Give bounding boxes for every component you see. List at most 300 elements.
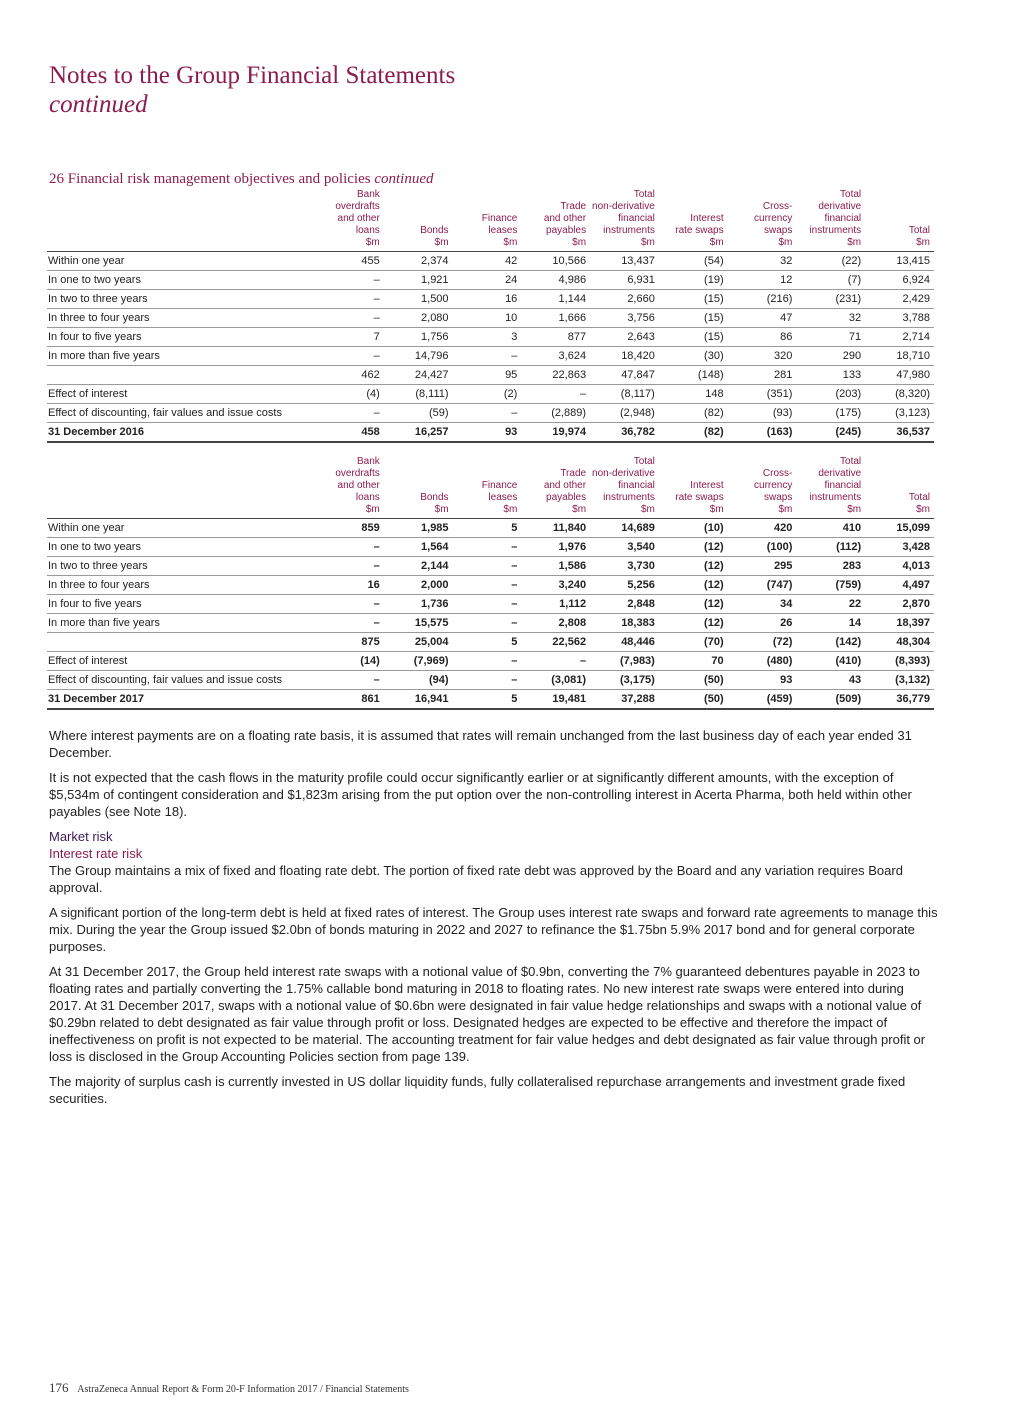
table-cell: 1,736 (384, 595, 453, 614)
table-cell: 3,624 (521, 347, 590, 366)
row-label: In four to five years (47, 595, 315, 614)
column-header-line: instruments (809, 225, 862, 236)
table-cell: 2,714 (865, 328, 934, 347)
table-cell: 18,383 (590, 614, 659, 633)
table-cell: 10,566 (521, 252, 590, 271)
table-cell: (12) (659, 595, 728, 614)
row-label: In more than five years (47, 347, 315, 366)
column-header-line: Bonds (420, 492, 449, 503)
table-cell: 16,941 (384, 690, 453, 710)
table-cell: 36,782 (590, 423, 659, 443)
row-label: In three to four years (47, 576, 315, 595)
table-cell: 10 (453, 309, 522, 328)
table-cell: 320 (728, 347, 797, 366)
table-cell: 42 (453, 252, 522, 271)
table-cell: 290 (796, 347, 865, 366)
table-cell: 48,446 (590, 633, 659, 652)
footer-text: AstraZeneca Annual Report & Form 20-F Information 2017 / Financial Statements (77, 1384, 409, 1395)
column-header-line: $m (778, 237, 793, 248)
column-header-line: loans (355, 492, 380, 503)
table-cell: (50) (659, 671, 728, 690)
table-row (47, 633, 934, 652)
table-row (47, 538, 934, 557)
column-header (590, 189, 659, 252)
table-cell: 4,497 (865, 576, 934, 595)
table-cell: (15) (659, 328, 728, 347)
table-cell: 1,144 (521, 290, 590, 309)
table-cell: 36,779 (865, 690, 934, 710)
column-header-line: and other (337, 480, 380, 491)
column-header-line: Total (840, 456, 862, 467)
table-cell: (3,175) (590, 671, 659, 690)
table-cell: 14,796 (384, 347, 453, 366)
table-cell: – (315, 404, 384, 423)
row-label: Effect of discounting, fair values and issue costs (47, 404, 315, 423)
table-cell: 458 (315, 423, 384, 443)
column-header (384, 456, 453, 519)
table-cell: (203) (796, 385, 865, 404)
column-header-line: Total (908, 225, 930, 236)
column-header-line: leases (488, 492, 518, 503)
column-header (453, 189, 522, 252)
column-header-line: $m (503, 237, 518, 248)
paragraph-surplus-cash: The majority of surplus cash is currently invested in US dollar liquidity funds, fully collateralised repurchase arrangements and investment grade fixed securities. (49, 1074, 906, 1106)
table-cell: 3,788 (865, 309, 934, 328)
table-cell: 3,428 (865, 538, 934, 557)
table-cell: (8,320) (865, 385, 934, 404)
table-cell: 7 (315, 328, 384, 347)
column-header-line: $m (434, 504, 449, 515)
table-row (47, 652, 934, 671)
page-number: 176 (49, 1380, 69, 1395)
table-cell: 26 (728, 614, 797, 633)
table-cell: 420 (728, 519, 797, 538)
table-cell: 47 (728, 309, 797, 328)
table-cell: – (315, 309, 384, 328)
page-title: Notes to the Group Financial Statements (49, 62, 456, 89)
table-row (47, 328, 934, 347)
table-row (47, 557, 934, 576)
table-cell: (72) (728, 633, 797, 652)
table-cell: 19,481 (521, 690, 590, 710)
table-cell: (8,117) (590, 385, 659, 404)
table-cell: (148) (659, 366, 728, 385)
column-header-line: Interest (690, 213, 724, 224)
column-header-line: Finance (481, 480, 518, 491)
table-cell: – (453, 404, 522, 423)
table-cell: 32 (796, 309, 865, 328)
table-cell: (82) (659, 404, 728, 423)
column-header (865, 189, 934, 252)
table-cell: (8,393) (865, 652, 934, 671)
row-label: Effect of interest (47, 385, 315, 404)
table-cell: (19) (659, 271, 728, 290)
table-row (47, 690, 934, 710)
table-cell: 1,112 (521, 595, 590, 614)
table-cell: 13,437 (590, 252, 659, 271)
table-cell: (480) (728, 652, 797, 671)
table-cell: (8,111) (384, 385, 453, 404)
table-cell: (14) (315, 652, 384, 671)
maturity-table-2017 (47, 456, 934, 710)
column-header-line: currency (754, 480, 793, 491)
table-cell: 859 (315, 519, 384, 538)
column-header-line: non-derivative (592, 201, 655, 212)
table-cell: 410 (796, 519, 865, 538)
column-header-line: financial (618, 213, 655, 224)
heading-market-risk: Market risk (49, 829, 113, 844)
table-cell: 875 (315, 633, 384, 652)
table-cell: 1,756 (384, 328, 453, 347)
table-cell: (4) (315, 385, 384, 404)
table-cell: 5 (453, 633, 522, 652)
table-row (47, 423, 934, 443)
row-label: Effect of interest (47, 652, 315, 671)
table-cell: 455 (315, 252, 384, 271)
column-header-line: derivative (818, 201, 862, 212)
column-header-line: $m (640, 237, 655, 248)
table-cell: 25,004 (384, 633, 453, 652)
header-blank (47, 189, 315, 252)
table-cell: (7,983) (590, 652, 659, 671)
table-cell: 95 (453, 366, 522, 385)
table-cell: 15,099 (865, 519, 934, 538)
table-row (47, 252, 934, 271)
table-cell: 32 (728, 252, 797, 271)
paragraph-cash-flows: It is not expected that the cash flows in the maturity profile could occur significantly earlier or at significantly different amounts, with the exception of $5,534m of contingent consideration and $1,823m arising from the put option over the non-controlling interest in Acerta Pharma, both held within other payables (see Note 18). (49, 770, 912, 819)
column-header-line: swaps (764, 225, 793, 236)
table-cell: 6,924 (865, 271, 934, 290)
table-cell: 16 (453, 290, 522, 309)
table-cell: 148 (659, 385, 728, 404)
column-header-line: $m (709, 504, 724, 515)
row-label (47, 633, 315, 652)
table-cell: (112) (796, 538, 865, 557)
page-footer (49, 1380, 409, 1396)
row-label (47, 366, 315, 385)
page-subtitle: continued (49, 91, 148, 118)
table-row (47, 595, 934, 614)
column-header-line: loans (355, 225, 380, 236)
row-label: 31 December 2016 (47, 423, 315, 443)
table-cell: 3,240 (521, 576, 590, 595)
column-header-line: currency (754, 213, 793, 224)
column-header (315, 189, 384, 252)
table-cell: 2,429 (865, 290, 934, 309)
table-cell: 2,374 (384, 252, 453, 271)
table-cell: (7,969) (384, 652, 453, 671)
column-header (315, 456, 384, 519)
header-blank (47, 456, 315, 519)
column-header-line: payables (546, 225, 587, 236)
row-label: In two to three years (47, 557, 315, 576)
table-cell: 1,500 (384, 290, 453, 309)
column-header-line: Cross- (762, 468, 793, 479)
table-cell: 16 (315, 576, 384, 595)
column-header (521, 456, 590, 519)
column-header-line: and other (337, 213, 380, 224)
table-cell: – (315, 290, 384, 309)
table-cell: (54) (659, 252, 728, 271)
table-cell: (3,123) (865, 404, 934, 423)
column-header (796, 456, 865, 519)
table-cell: (459) (728, 690, 797, 710)
column-header-line: and other (543, 213, 587, 224)
column-header-line: $m (434, 237, 449, 248)
column-header-line: $m (709, 237, 724, 248)
table-row (47, 271, 934, 290)
table-cell: 1,564 (384, 538, 453, 557)
column-header-line: Bank (356, 189, 380, 200)
table-cell: (12) (659, 557, 728, 576)
table-cell: (12) (659, 576, 728, 595)
column-header (453, 456, 522, 519)
table-cell: (245) (796, 423, 865, 443)
table-cell: 22,562 (521, 633, 590, 652)
table-cell: 93 (453, 423, 522, 443)
column-header-line: payables (546, 492, 587, 503)
column-header-line: Total (633, 189, 655, 200)
table-cell: 1,586 (521, 557, 590, 576)
table-cell: (15) (659, 309, 728, 328)
row-label: In three to four years (47, 309, 315, 328)
paragraph-floating-rate: Where interest payments are on a floating rate basis, it is assumed that rates will remain unchanged from the last business day of each year ended 31 December. (49, 728, 912, 760)
row-label: 31 December 2017 (47, 690, 315, 710)
table-cell: 2,000 (384, 576, 453, 595)
column-header-line: $m (365, 237, 380, 248)
column-header-line: financial (824, 213, 862, 224)
table-cell: (759) (796, 576, 865, 595)
table-row (47, 347, 934, 366)
table-cell: 5 (453, 519, 522, 538)
column-header-line: Trade (560, 468, 587, 479)
table-cell: 13,415 (865, 252, 934, 271)
table-cell: 18,397 (865, 614, 934, 633)
column-header-line: $m (916, 237, 930, 248)
column-header-line: $m (916, 504, 930, 515)
section-heading-suffix: continued (374, 171, 434, 187)
table-cell: 86 (728, 328, 797, 347)
column-header (728, 456, 797, 519)
table-cell: 1,985 (384, 519, 453, 538)
table-cell: – (453, 347, 522, 366)
table-cell: 71 (796, 328, 865, 347)
table-cell: (30) (659, 347, 728, 366)
column-header-line: Bonds (420, 225, 449, 236)
row-label: In four to five years (47, 328, 315, 347)
table-cell: (70) (659, 633, 728, 652)
table-cell: 877 (521, 328, 590, 347)
table-cell: (93) (728, 404, 797, 423)
column-header-line: $m (365, 504, 380, 515)
table-cell: 11,840 (521, 519, 590, 538)
column-header-line: and other (543, 480, 587, 491)
table-cell: – (315, 614, 384, 633)
table-row (47, 309, 934, 328)
column-header (590, 456, 659, 519)
table-cell: (231) (796, 290, 865, 309)
body-text (49, 727, 939, 1115)
column-header-line: Interest (690, 480, 724, 491)
table-cell: 2,643 (590, 328, 659, 347)
paragraph-debt-mix: The Group maintains a mix of fixed and floating rate debt. The portion of fixed rate debt was approved by the Board and any variation requires Board approval. (49, 863, 903, 895)
table-cell: 2,660 (590, 290, 659, 309)
table-cell: – (315, 671, 384, 690)
column-header-line: swaps (764, 492, 793, 503)
table-cell: (2,889) (521, 404, 590, 423)
column-header (728, 189, 797, 252)
row-label: In more than five years (47, 614, 315, 633)
table-row (47, 366, 934, 385)
table-cell: (94) (384, 671, 453, 690)
table-cell: (7) (796, 271, 865, 290)
column-header (521, 189, 590, 252)
table-cell: (100) (728, 538, 797, 557)
table-cell: 5 (453, 690, 522, 710)
column-header-line: rate swaps (675, 225, 724, 236)
table-cell: – (453, 614, 522, 633)
table-cell: (3,132) (865, 671, 934, 690)
column-header-line: $m (847, 237, 862, 248)
table-cell: (747) (728, 576, 797, 595)
table-cell: 281 (728, 366, 797, 385)
table-cell: 2,870 (865, 595, 934, 614)
column-header-line: $m (572, 504, 587, 515)
column-header (796, 189, 865, 252)
table-cell: 5,256 (590, 576, 659, 595)
table-cell: 133 (796, 366, 865, 385)
table-cell: (82) (659, 423, 728, 443)
table-cell: 36,537 (865, 423, 934, 443)
table-cell: 1,976 (521, 538, 590, 557)
table-cell: (2) (453, 385, 522, 404)
table-cell: (175) (796, 404, 865, 423)
table-cell: 3 (453, 328, 522, 347)
table-cell: 14 (796, 614, 865, 633)
row-label: In two to three years (47, 290, 315, 309)
table-cell: 22,863 (521, 366, 590, 385)
column-header-line: Total (633, 456, 655, 467)
section-heading-text: 26 Financial risk management objectives and policies (49, 171, 371, 187)
table-cell: – (521, 652, 590, 671)
column-header-line: overdrafts (335, 201, 380, 212)
table-cell: (12) (659, 538, 728, 557)
heading-interest-rate-risk: Interest rate risk (49, 846, 143, 861)
table-cell: 462 (315, 366, 384, 385)
table-cell: 93 (728, 671, 797, 690)
table-cell: (22) (796, 252, 865, 271)
table-cell: – (315, 347, 384, 366)
table-cell: 47,847 (590, 366, 659, 385)
table-cell: 15,575 (384, 614, 453, 633)
table-cell: 2,848 (590, 595, 659, 614)
column-header-line: $m (572, 237, 587, 248)
section-heading (49, 171, 433, 188)
column-header-line: overdrafts (335, 468, 380, 479)
row-label: In one to two years (47, 271, 315, 290)
table-cell: (10) (659, 519, 728, 538)
table-cell: 3,756 (590, 309, 659, 328)
paragraph-long-term-debt: A significant portion of the long-term debt is held at fixed rates of interest. The Group uses interest rate swaps and forward rate agreements to manage this mix. During the year the Group issued $2.0bn of bonds maturing in 2022 and 2027 to refinance the $1.75bn 5.9% 2017 bond and for general corporate purposes. (49, 905, 938, 954)
column-header-line: financial (618, 480, 655, 491)
table-cell: 2,144 (384, 557, 453, 576)
table-row (47, 576, 934, 595)
table-cell: (2,948) (590, 404, 659, 423)
column-header-line: financial (824, 480, 862, 491)
column-header-line: derivative (818, 468, 862, 479)
table-row (47, 385, 934, 404)
table-cell: 14,689 (590, 519, 659, 538)
row-label: In one to two years (47, 538, 315, 557)
table-cell: (142) (796, 633, 865, 652)
table-cell: 34 (728, 595, 797, 614)
table-row (47, 290, 934, 309)
table-cell: – (315, 538, 384, 557)
column-header-line: non-derivative (592, 468, 655, 479)
column-header-line: instruments (809, 492, 862, 503)
table-cell: 48,304 (865, 633, 934, 652)
table-cell: (163) (728, 423, 797, 443)
paragraph-swaps: At 31 December 2017, the Group held interest rate swaps with a notional value of $0.9bn, converting the 7% guaranteed debentures payable in 2023 to floating rates and partially converting the 1.75% callable bond maturing in 2018 to floating rates. No new interest rate swaps were entered into during 2017. At 31 December 2017, swaps with a notional value of $0.6bn were designated in fair value hedge relationships and swaps with a notional value of $0.29bn related to debt designated as fair value through profit or loss. Designated hedges are expected to be effective and therefore the impact of ineffectiveness on profit is not expected to be material. The accounting treatment for fair value hedges and debt designated as fair value through profit or loss is disclosed in the Group Accounting Policies section from page 139. (49, 964, 926, 1064)
table-cell: 3,540 (590, 538, 659, 557)
table-cell: 47,980 (865, 366, 934, 385)
table-cell: – (453, 576, 522, 595)
table-cell: 1,921 (384, 271, 453, 290)
table-cell: (509) (796, 690, 865, 710)
table-cell: 43 (796, 671, 865, 690)
table-cell: – (453, 538, 522, 557)
table-cell: – (521, 385, 590, 404)
table-row (47, 671, 934, 690)
table-cell: 70 (659, 652, 728, 671)
table-cell: – (453, 652, 522, 671)
column-header-line: Total (840, 189, 862, 200)
column-header-line: leases (488, 225, 518, 236)
table-cell: 283 (796, 557, 865, 576)
table-cell: 6,931 (590, 271, 659, 290)
column-header-line: Trade (560, 201, 587, 212)
table-row (47, 404, 934, 423)
column-header (659, 189, 728, 252)
column-header-line: Cross- (762, 201, 793, 212)
table-cell: 18,420 (590, 347, 659, 366)
table-cell: – (315, 271, 384, 290)
column-header-line: $m (640, 504, 655, 515)
table-cell: 24 (453, 271, 522, 290)
column-header-line: $m (847, 504, 862, 515)
row-label: Within one year (47, 519, 315, 538)
table-cell: 18,710 (865, 347, 934, 366)
table-cell: 1,666 (521, 309, 590, 328)
table-cell: (59) (384, 404, 453, 423)
table-row (47, 519, 934, 538)
column-header-line: instruments (603, 492, 655, 503)
column-header-line: Total (908, 492, 930, 503)
column-header (384, 189, 453, 252)
table-cell: – (453, 671, 522, 690)
table-cell: 24,427 (384, 366, 453, 385)
row-label: Effect of discounting, fair values and issue costs (47, 671, 315, 690)
table-row (47, 614, 934, 633)
column-header-line: Finance (481, 213, 518, 224)
table-cell: 2,080 (384, 309, 453, 328)
table-cell: 19,974 (521, 423, 590, 443)
column-header-line: $m (503, 504, 518, 515)
row-label: Within one year (47, 252, 315, 271)
table-cell: 16,257 (384, 423, 453, 443)
maturity-table-2016 (47, 189, 934, 443)
table-cell: 12 (728, 271, 797, 290)
